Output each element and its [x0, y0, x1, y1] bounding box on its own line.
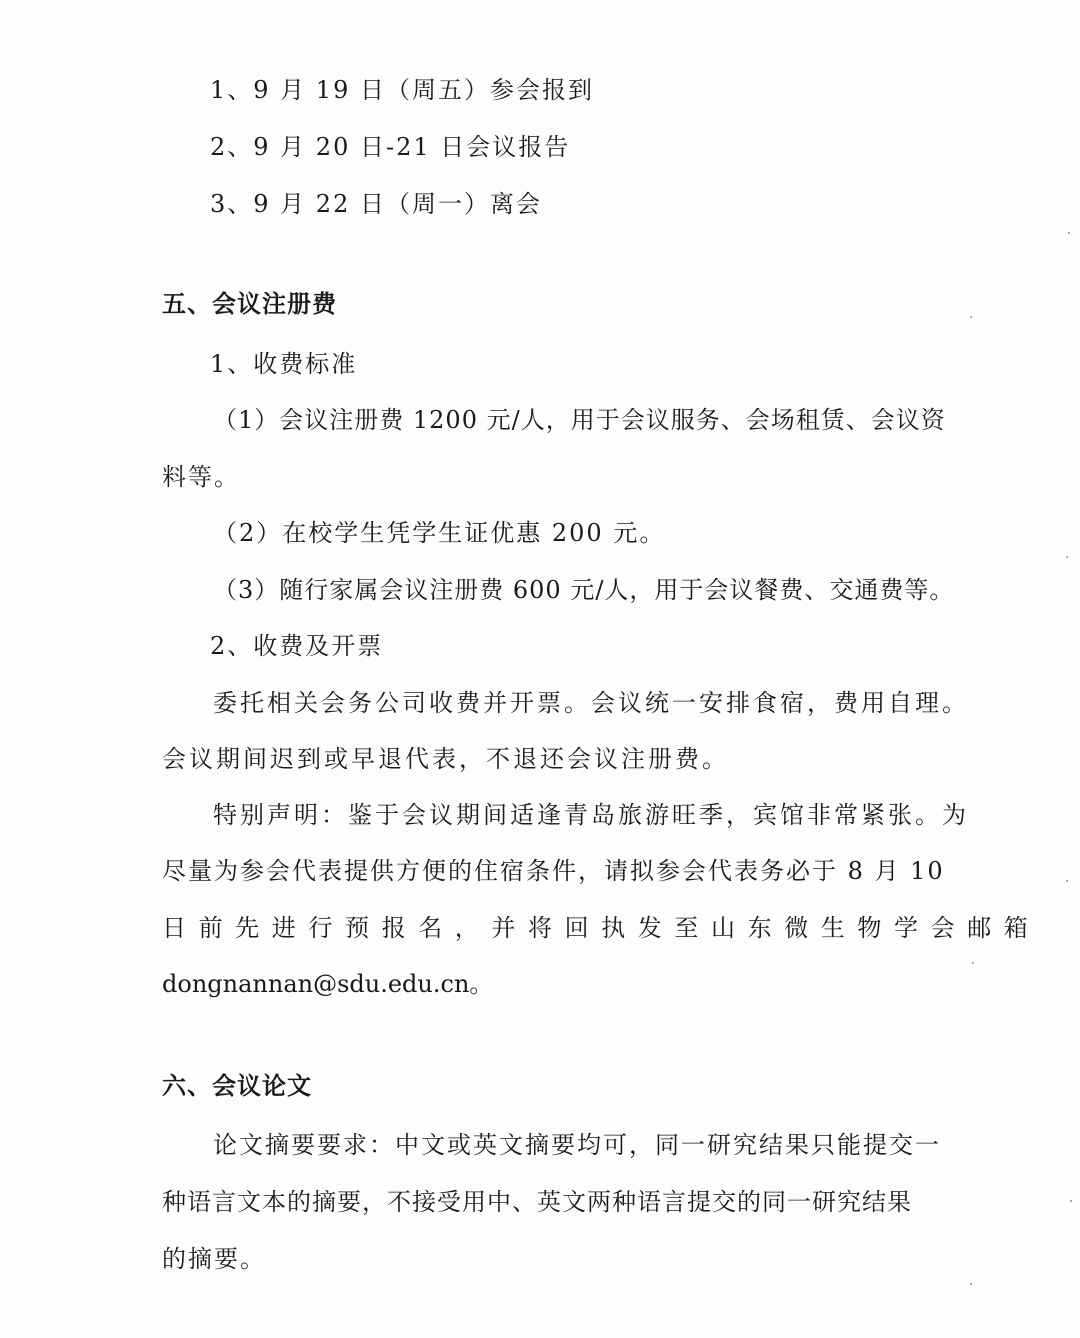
- scan-speck: [1066, 556, 1068, 558]
- fee-item-1-line-1: （1）会议注册费 1200 元/人，用于会议服务、会场租赁、会议资: [213, 406, 946, 434]
- notice-line-1: 特别声明：鉴于会议期间适逢青岛旅游旺季，宾馆非常紧张。为: [213, 801, 969, 829]
- paper-body-line-1: 论文摘要要求：中文或英文摘要均可，同一研究结果只能提交一: [213, 1131, 941, 1159]
- notice-line-2: 尽量为参会代表提供方便的住宿条件，请拟参会代表务必于 8 月 10: [162, 857, 945, 885]
- schedule-item-1: 1、9 月 19 日（周五）参会报到: [210, 76, 594, 104]
- notice-email-line: dongnannan@sdu.edu.cn。: [162, 970, 494, 998]
- schedule-item-2: 2、9 月 20 日-21 日会议报告: [210, 133, 571, 161]
- paper-body-line-2: 种语言文本的摘要，不接受用中、英文两种语言提交的同一研究结果: [162, 1188, 912, 1216]
- invoice-title: 2、收费及开票: [210, 632, 384, 660]
- scan-speck: [970, 1283, 972, 1285]
- section-heading-conference-papers: 六、会议论文: [162, 1072, 312, 1100]
- fee-item-3: （3）随行家属会议注册费 600 元/人，用于会议餐费、交通费等。: [213, 576, 955, 604]
- section-heading-registration-fee: 五、会议注册费: [162, 290, 337, 318]
- fee-standard-title: 1、收费标准: [210, 350, 358, 378]
- notice-line-3: 日前先进行预报名，并将回执发至山东微生物学会邮箱: [162, 914, 1041, 942]
- scan-speck: [972, 962, 974, 964]
- invoice-line-1: 委托相关会务公司收费并开票。会议统一安排食宿，费用自理。: [213, 689, 969, 717]
- fee-item-1-line-2: 料等。: [162, 463, 240, 491]
- scan-speck: [1066, 880, 1068, 882]
- scan-speck: [1070, 1200, 1072, 1202]
- schedule-item-3: 3、9 月 22 日（周一）离会: [210, 190, 542, 218]
- scan-speck: [1068, 232, 1070, 234]
- scan-speck: [970, 316, 972, 318]
- paper-body-line-3: 的摘要。: [162, 1245, 266, 1273]
- invoice-line-2: 会议期间迟到或早退代表，不退还会议注册费。: [162, 745, 729, 773]
- fee-item-2: （2）在校学生凭学生证优惠 200 元。: [213, 519, 666, 547]
